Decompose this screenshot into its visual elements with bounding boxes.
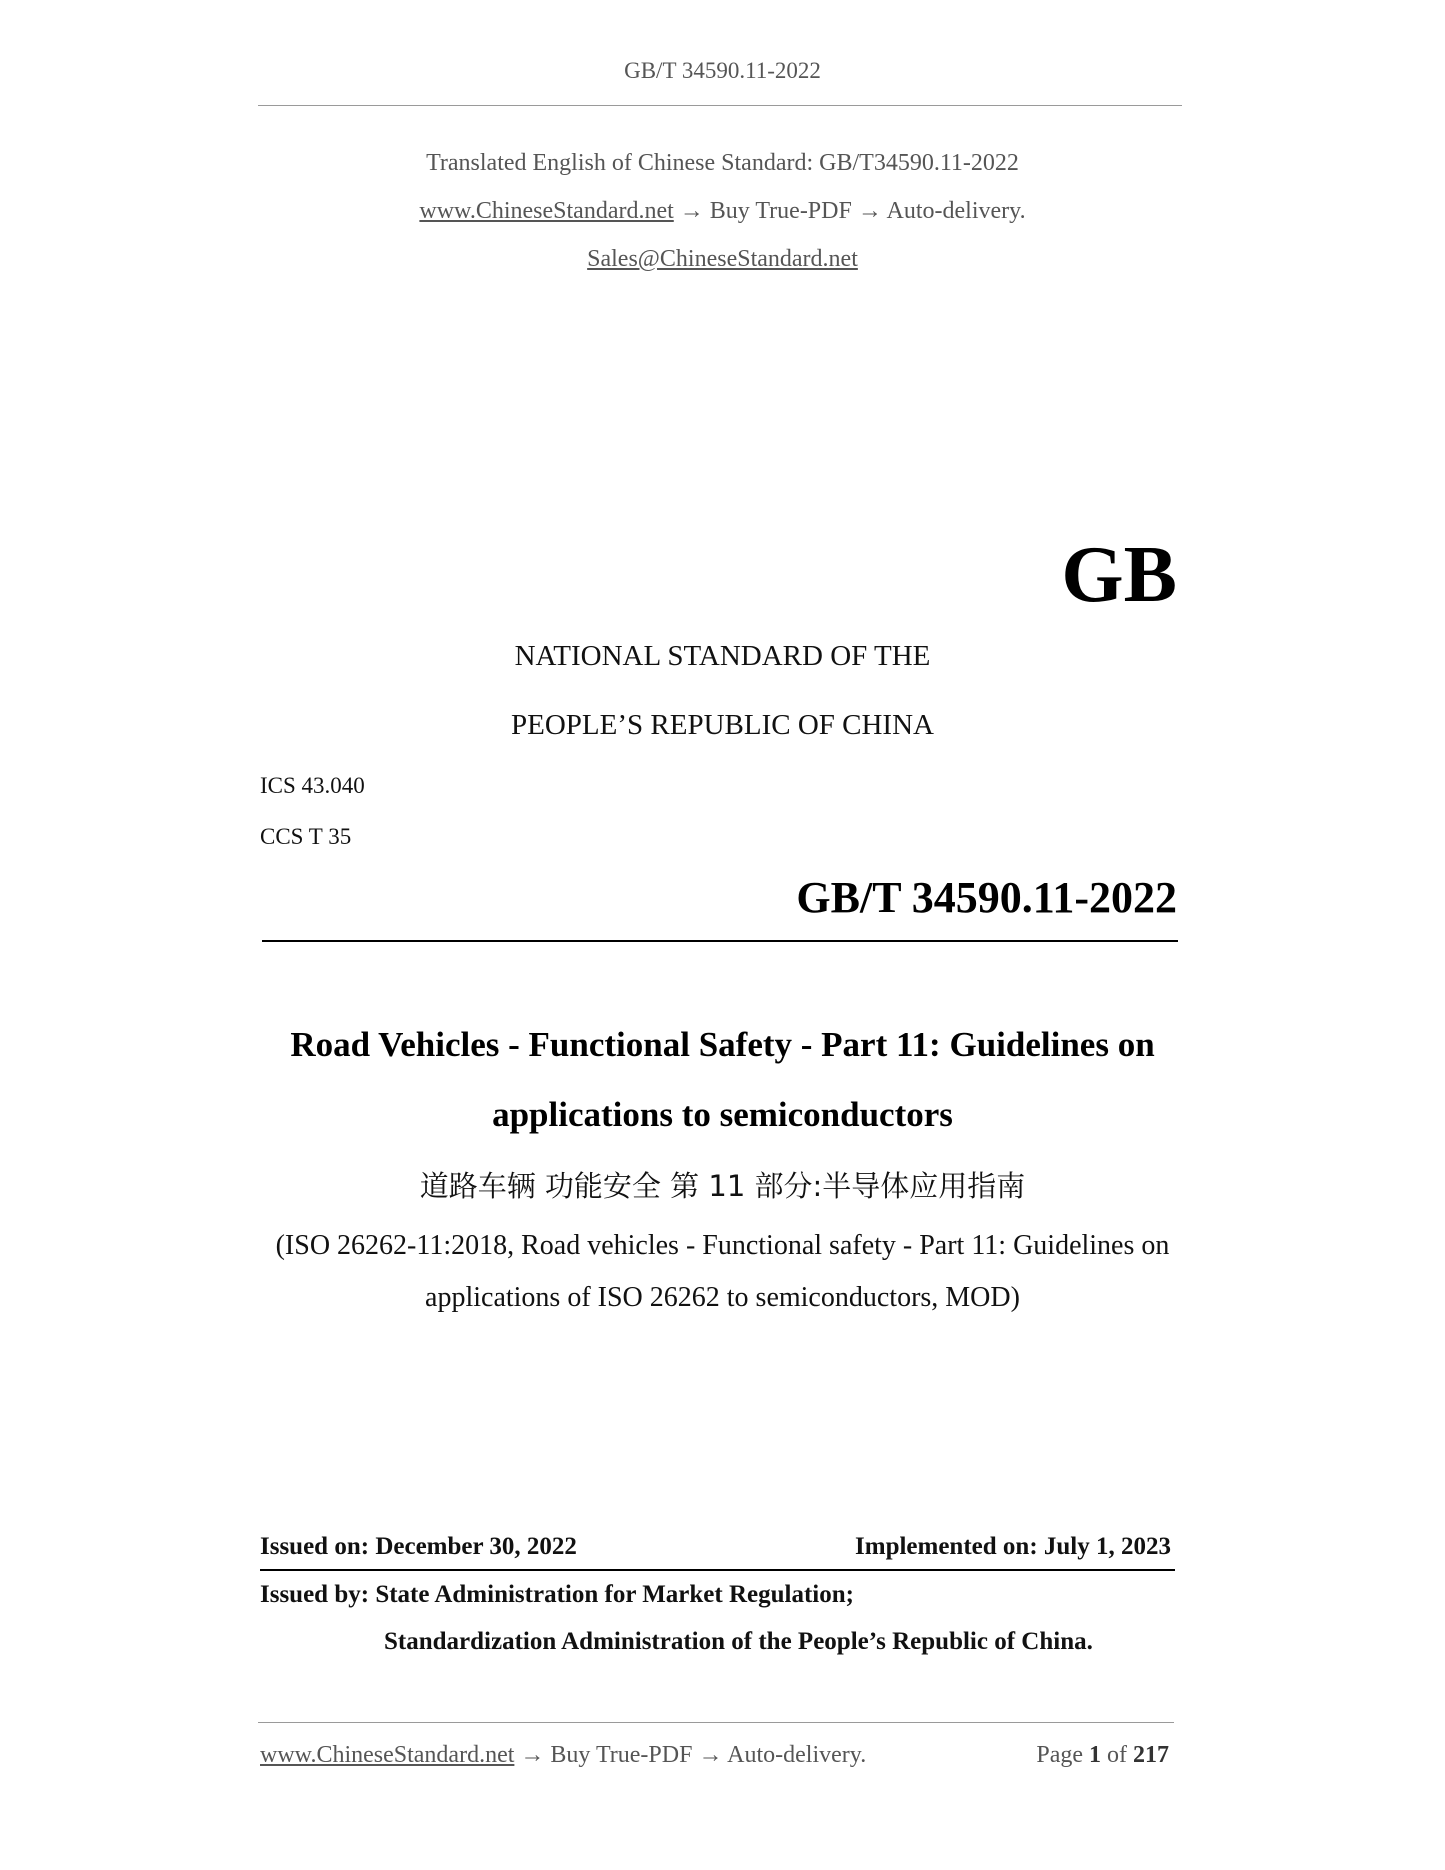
arrow-icon: →	[698, 1742, 723, 1768]
iso-reference-line1: (ISO 26262-11:2018, Road vehicles - Functional safety - Part 11: Guidelines on	[275, 1230, 1170, 1261]
footer-auto-delivery-text: Auto-delivery.	[727, 1742, 867, 1768]
site-link[interactable]: www.ChineseStandard.net	[419, 198, 674, 224]
issue-rule	[260, 1569, 1175, 1571]
title-english-line1: Road Vehicles - Functional Safety - Part 11: Guidelines on	[290, 1025, 1155, 1064]
implemented-on-date: Implemented on: July 1, 2023	[855, 1533, 1171, 1560]
running-header: GB/T 34590.11-2022	[624, 58, 821, 83]
iso-reference-line2: applications of ISO 26262 to semiconductors, MOD)	[425, 1282, 1020, 1313]
promo-email-line	[0, 246, 1445, 273]
national-standard-line2: PEOPLE’S REPUBLIC OF CHINA	[511, 709, 934, 741]
ccs-code: CCS T 35	[260, 824, 352, 849]
auto-delivery-text: Auto-delivery.	[886, 198, 1026, 224]
page-indicator	[1036, 1742, 1169, 1769]
ics-code: ICS 43.040	[260, 773, 365, 798]
footer-promo	[260, 1742, 866, 1769]
header-rule	[258, 105, 1182, 106]
standard-number: GB/T 34590.11-2022	[796, 873, 1177, 922]
promo-translated-line: Translated English of Chinese Standard: GB/T34590.11-2022	[426, 150, 1019, 176]
arrow-icon: →	[520, 1742, 545, 1768]
title-chinese: 道路车辆 功能安全 第 11 部分:半导体应用指南	[419, 1169, 1026, 1203]
arrow-icon: →	[679, 198, 704, 224]
issued-by: Issued by: State Administration for Market Regulation;	[260, 1581, 854, 1608]
arrow-icon: →	[857, 198, 882, 224]
promo-buy-line	[0, 198, 1445, 225]
buy-text: Buy True-PDF	[709, 198, 852, 224]
page-current: 1	[1089, 1742, 1101, 1768]
email-link[interactable]: Sales@ChineseStandard.net	[587, 246, 858, 272]
page-total: 217	[1133, 1742, 1169, 1768]
footer-buy-text: Buy True-PDF	[550, 1742, 693, 1768]
gb-mark: GB	[1061, 531, 1177, 619]
footer-rule	[258, 1722, 1174, 1723]
page-label: Page	[1036, 1742, 1083, 1768]
page-of: of	[1107, 1742, 1127, 1768]
issued-on-date: Issued on: December 30, 2022	[260, 1533, 577, 1560]
standard-number-rule	[262, 940, 1178, 942]
national-standard-line1: NATIONAL STANDARD OF THE	[514, 640, 931, 672]
footer-site-link[interactable]: www.ChineseStandard.net	[260, 1742, 515, 1768]
issued-by-second-line: Standardization Administration of the People’s Republic of China.	[384, 1628, 1093, 1655]
title-english-line2: applications to semiconductors	[492, 1095, 953, 1134]
